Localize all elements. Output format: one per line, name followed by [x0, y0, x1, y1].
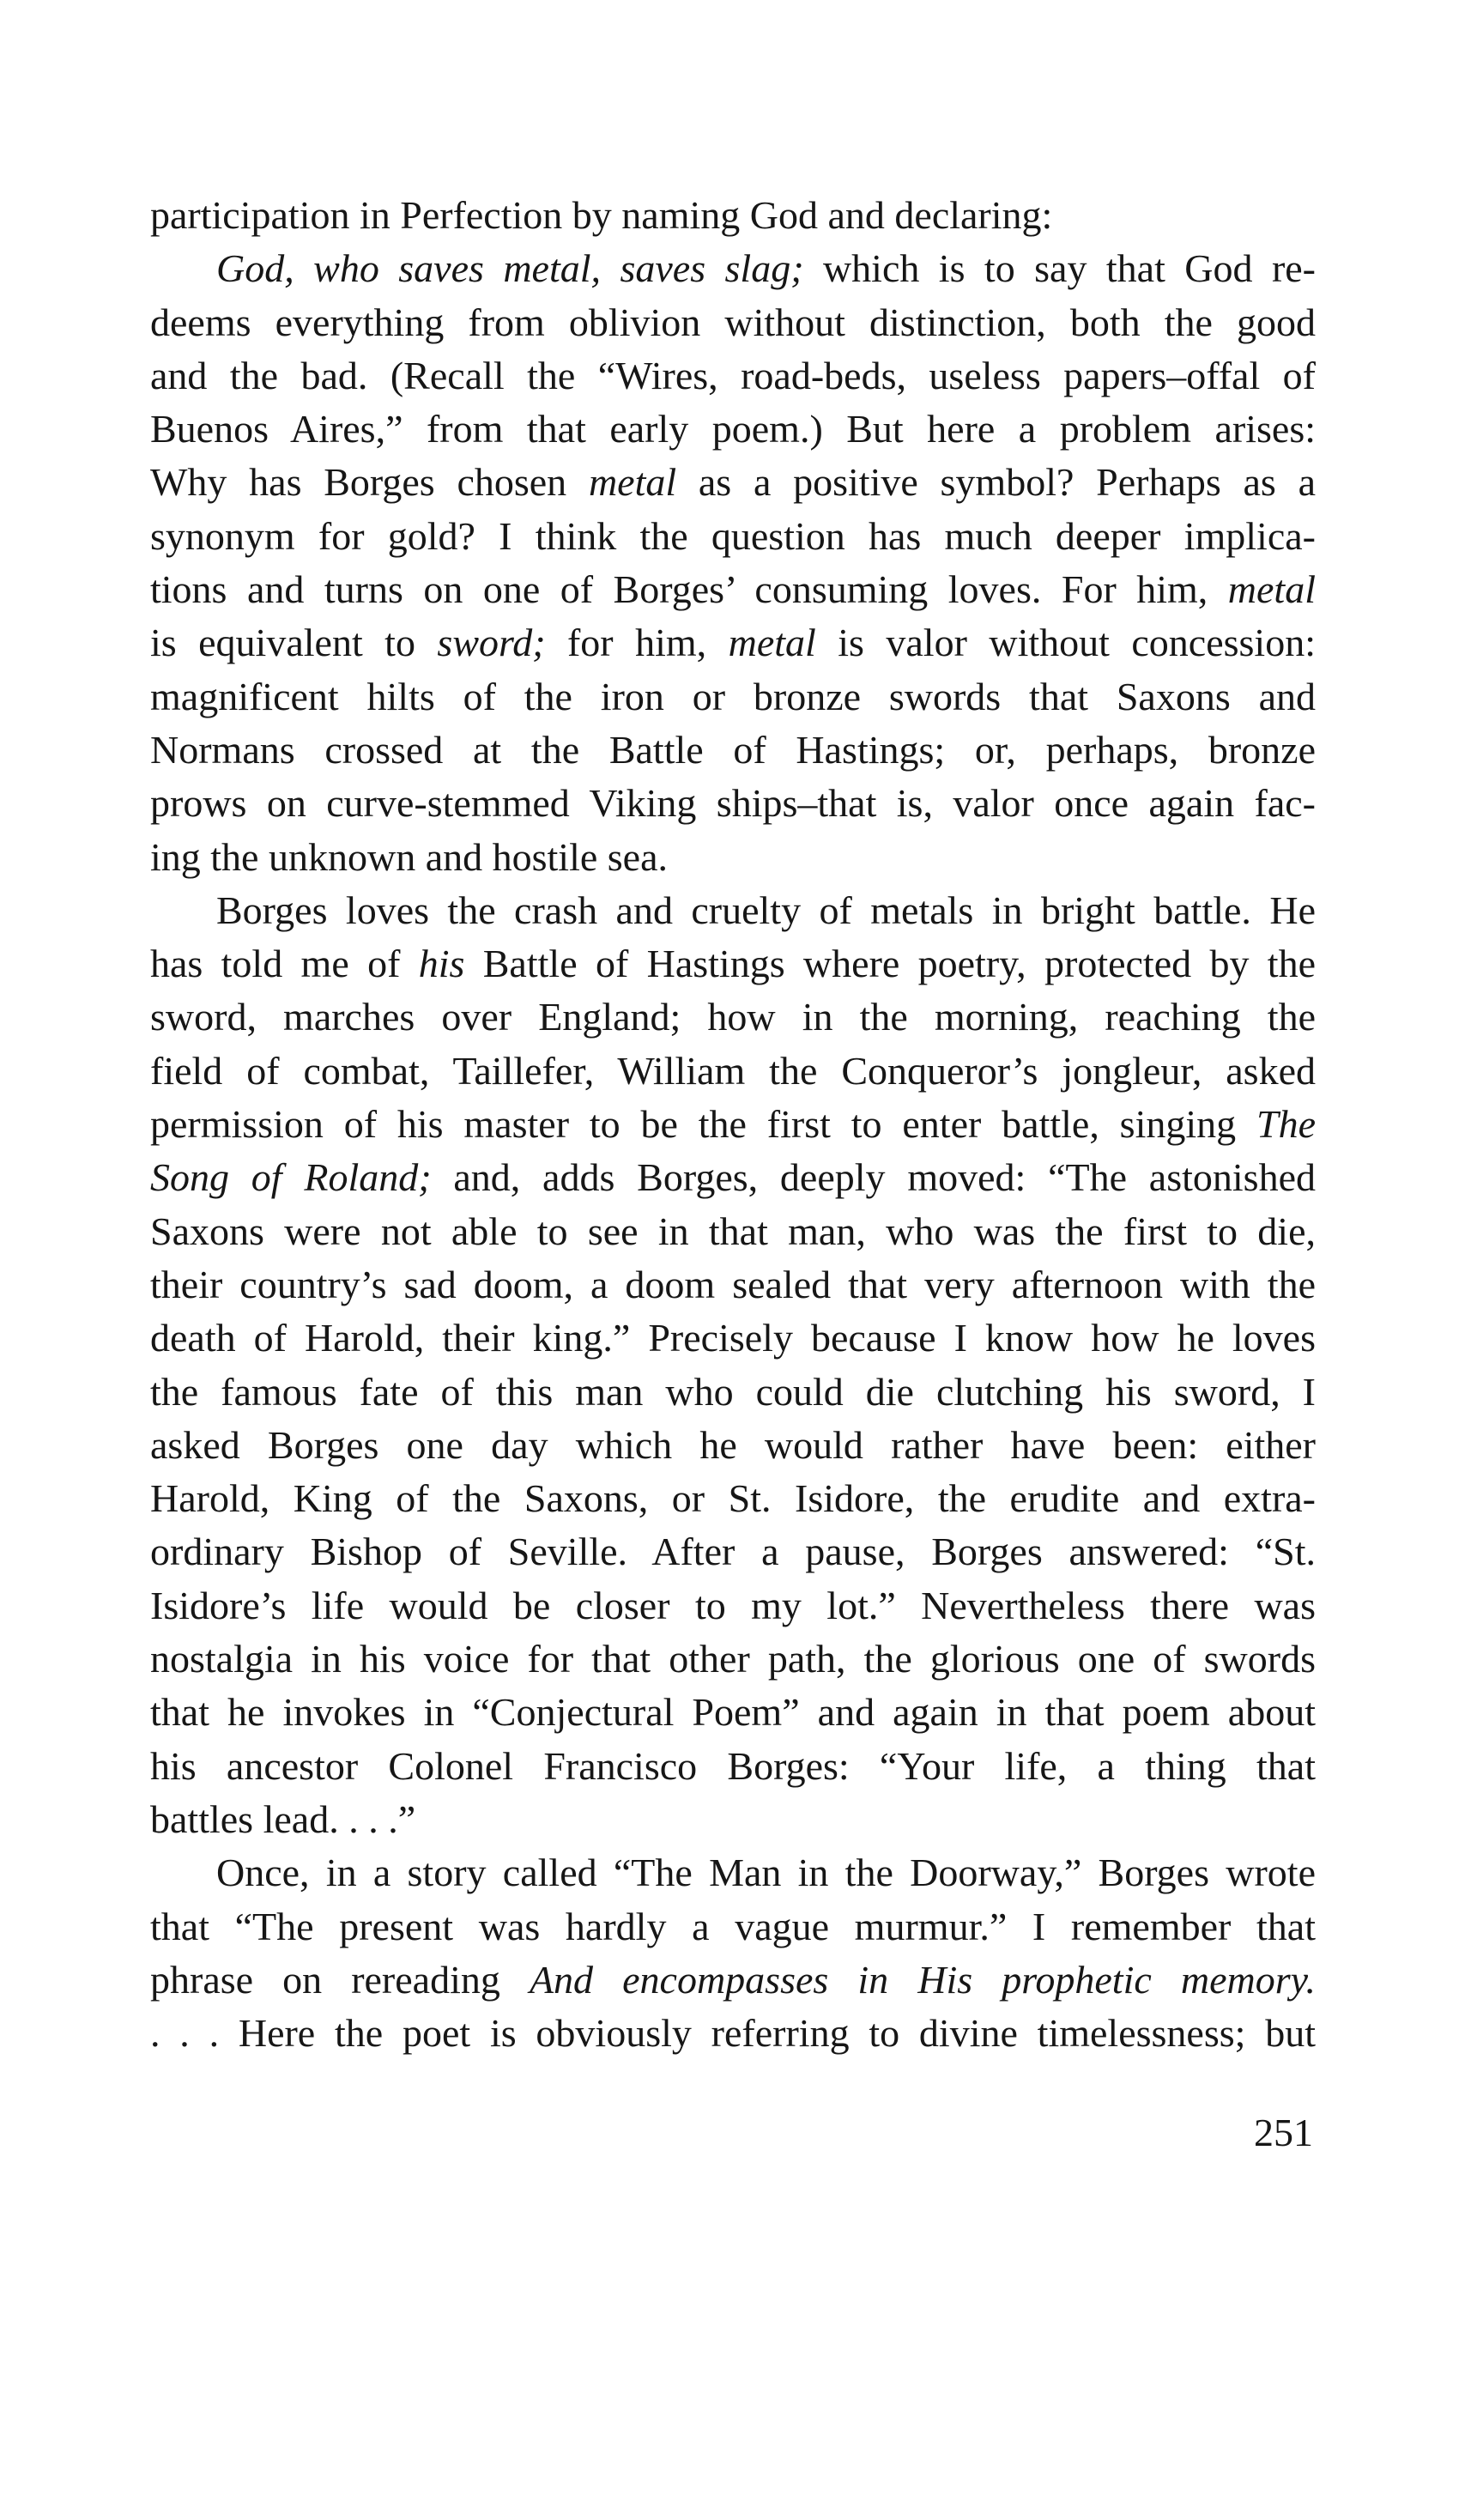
- text-segment: Borges loves the crash and cruelty of metals in bright battle. He: [216, 887, 1316, 932]
- text-line: [150, 777, 1316, 830]
- text-line: [150, 1740, 1316, 1793]
- italic-text: sword;: [437, 621, 546, 665]
- text-line: [150, 1525, 1316, 1578]
- text-segment: participation in Perfection by naming God and declaring:: [150, 193, 1053, 237]
- text-segment: Isidore’s life would be closer to my lot.” Nevertheless there was: [150, 1583, 1316, 1627]
- text-line: [150, 1846, 1316, 1899]
- text-line: [150, 456, 1316, 509]
- text-line: [150, 831, 1316, 884]
- text-line: [150, 1151, 1316, 1204]
- text-line: [150, 2007, 1316, 2060]
- text-segment: the famous fate of this man who could die clutching his sword, I: [150, 1369, 1316, 1414]
- text-line: [150, 1205, 1316, 1258]
- text-line: [150, 670, 1316, 724]
- text-segment: Normans crossed at the Battle of Hastings; or, perhaps, bronze: [150, 727, 1316, 772]
- italic-text: his: [418, 942, 465, 986]
- text-segment: death of Harold, their king.” Precisely because I know how he loves: [150, 1316, 1316, 1360]
- text-line: [150, 616, 1316, 669]
- text-segment: Why has Borges chosen: [150, 460, 589, 505]
- text-segment: sword, marches over England; how in the morning, reaching the: [150, 995, 1316, 1039]
- text-line: [150, 1954, 1316, 2007]
- text-line: [150, 1900, 1316, 1954]
- text-line: [150, 563, 1316, 616]
- text-line: [150, 1419, 1316, 1472]
- text-segment: asked Borges one day which he would rather have been: either: [150, 1422, 1316, 1467]
- text-segment: as a positive symbol? Perhaps as a: [676, 460, 1316, 505]
- text-line: [150, 349, 1316, 403]
- text-segment: permission of his master to be the first to enter battle, singing: [150, 1102, 1256, 1147]
- text-line: [150, 1045, 1316, 1098]
- text-segment: prows on curve-stemmed Viking ships–that is, valor once again fac-: [150, 781, 1316, 826]
- text-line: [150, 1686, 1316, 1739]
- text-segment: battles lead. . . .”: [150, 1796, 416, 1841]
- text-segment: is valor without concession:: [815, 621, 1316, 665]
- text-segment: ing the unknown and hostile sea.: [150, 834, 669, 879]
- text-line: [150, 884, 1316, 937]
- text-line: [150, 242, 1316, 295]
- italic-text: metal: [728, 621, 816, 665]
- text-line: [150, 990, 1316, 1044]
- text-segment: his ancestor Colonel Francisco Borges: “Your life, a thing that: [150, 1743, 1316, 1788]
- text-line: [150, 403, 1316, 456]
- italic-text: metal: [588, 460, 677, 505]
- italic-text: And encompasses in His prophetic memory.: [529, 1957, 1316, 2002]
- text-line: [150, 1311, 1316, 1365]
- text-line: [150, 724, 1316, 777]
- text-line: [150, 1098, 1316, 1151]
- text-line: [150, 1793, 1316, 1846]
- text-line: [150, 189, 1316, 242]
- text-line: [150, 1633, 1316, 1686]
- text-segment: . . . Here the poet is obviously referring to divine timelessness; but: [150, 2011, 1316, 2056]
- text-segment: for him,: [545, 621, 729, 665]
- page-number: 251: [1254, 2111, 1313, 2154]
- text-segment: field of combat, Taillefer, William the Conqueror’s jongleur, asked: [150, 1048, 1316, 1093]
- italic-text: Song of Roland;: [150, 1155, 432, 1200]
- text-line: [150, 1258, 1316, 1311]
- text-segment: nostalgia in his voice for that other path, the glorious one of swords: [150, 1637, 1316, 1681]
- text-segment: Buenos Aires,” from that early poem.) But here a problem arises:: [150, 407, 1316, 451]
- text-segment: which is to say that God re-: [803, 246, 1316, 291]
- text-segment: is equivalent to: [150, 621, 438, 665]
- text-segment: Once, in a story called “The Man in the Doorway,” Borges wrote: [216, 1851, 1316, 1895]
- text-segment: Harold, King of the Saxons, or St. Isidore, the erudite and extra-: [150, 1476, 1316, 1521]
- text-segment: their country’s sad doom, a doom sealed that very afternoon with the: [150, 1262, 1316, 1306]
- text-segment: deems everything from oblivion without distinction, both the good: [150, 300, 1316, 344]
- text-segment: tions and turns on one of Borges’ consuming loves. For him,: [150, 567, 1228, 612]
- text-segment: ordinary Bishop of Seville. After a pause, Borges answered: “St.: [150, 1530, 1316, 1574]
- text-segment: and the bad. (Recall the “Wires, road-beds, useless papers–offal of: [150, 353, 1316, 397]
- italic-text: metal: [1227, 567, 1316, 612]
- text-line: [150, 296, 1316, 349]
- text-line: [150, 937, 1316, 990]
- text-segment: magnificent hilts of the iron or bronze swords that Saxons and: [150, 674, 1316, 718]
- text-line: [150, 1579, 1316, 1633]
- text-segment: phrase on rereading: [150, 1957, 530, 2002]
- text-segment: and, adds Borges, deeply moved: “The astonished: [431, 1155, 1316, 1200]
- body-text: [150, 189, 1316, 2060]
- italic-text: God, who saves metal, saves slag;: [216, 246, 804, 291]
- text-segment: Saxons were not able to see in that man, who was the first to die,: [150, 1209, 1316, 1253]
- text-line: [150, 1366, 1316, 1419]
- text-segment: has told me of: [150, 942, 419, 986]
- text-segment: that he invokes in “Conjectural Poem” and again in that poem about: [150, 1690, 1316, 1735]
- text-line: [150, 510, 1316, 563]
- text-segment: Battle of Hastings where poetry, protected by the: [464, 942, 1316, 986]
- text-line: [150, 1472, 1316, 1525]
- text-segment: synonym for gold? I think the question has much deeper implica-: [150, 513, 1316, 558]
- text-segment: that “The present was hardly a vague murmur.” I remember that: [150, 1904, 1316, 1948]
- italic-text: The: [1256, 1102, 1316, 1147]
